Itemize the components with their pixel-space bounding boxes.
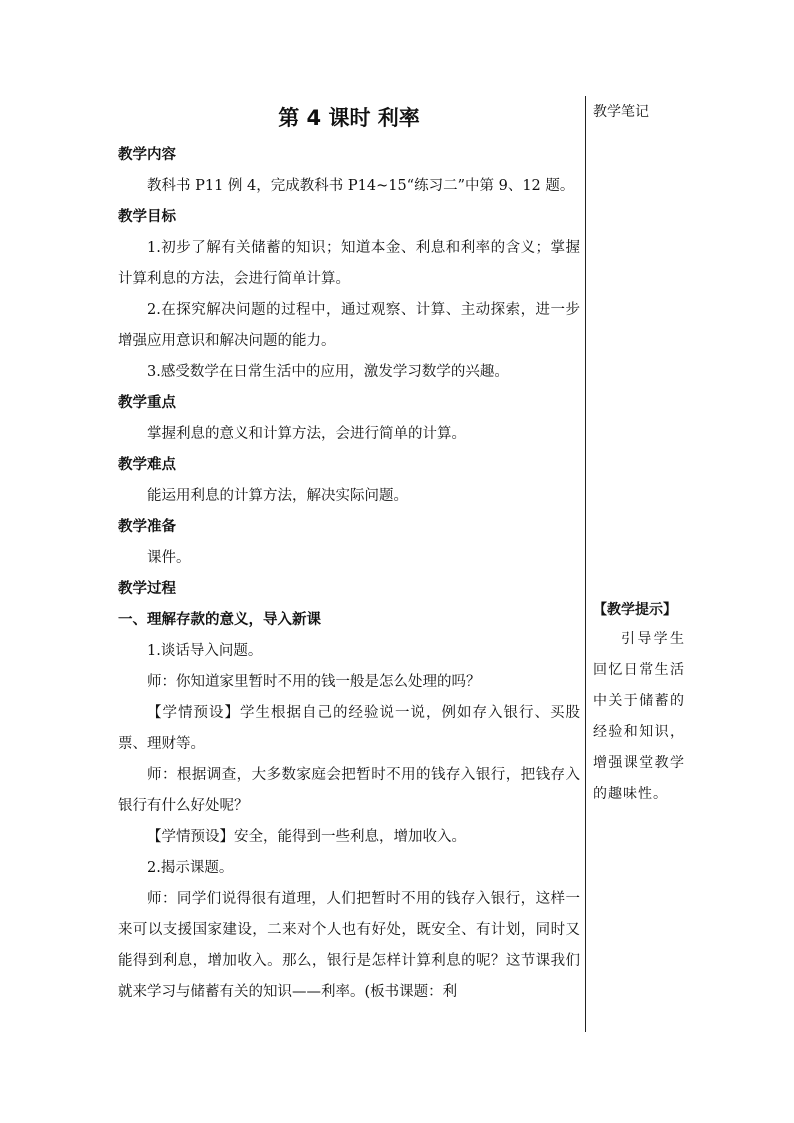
goal-item-2: 2.在探究解决问题的过程中，通过观察、计算、主动探索，进一步增强应用意识和解决问题的能力。 [118, 302, 580, 349]
process-paragraph: 1.谈话导入问题。 [147, 643, 263, 659]
difficulties-heading: 教学难点 [118, 457, 176, 473]
process-paragraph: 师：你知道家里暂时不用的钱一般是怎么处理的吗？ [147, 674, 481, 690]
process-subheading: 一、理解存款的意义，导入新课 [118, 612, 321, 628]
process-paragraph: 【学情预设】学生根据自己的经验说一说，例如存入银行、买股票、理财等。 [118, 705, 580, 752]
preparation-heading: 教学准备 [118, 519, 176, 535]
teaching-tips-box [593, 596, 685, 810]
page-title: 第 4 课时 利率 [278, 106, 420, 130]
goals-heading: 教学目标 [118, 209, 176, 225]
lesson-plan-body [118, 96, 580, 1008]
content-heading: 教学内容 [118, 147, 176, 163]
process-heading: 教学过程 [118, 581, 176, 597]
column-divider [585, 96, 586, 1032]
process-paragraph: 2.揭示课题。 [147, 860, 234, 876]
preparation-text: 课件。 [147, 550, 191, 566]
key-points-heading: 教学重点 [118, 395, 176, 411]
content-text: 教科书 P11 例 4，完成教科书 P14~15“练习二”中第 9、12 题。 [147, 178, 575, 194]
process-paragraph: 师：根据调查，大多数家庭会把暂时不用的钱存入银行，把钱存入银行有什么好处呢？ [118, 767, 580, 814]
difficulties-text: 能运用利息的计算方法，解决实际问题。 [147, 488, 408, 504]
process-paragraph: 【学情预设】安全，能得到一些利息，增加收入。 [147, 829, 466, 845]
teaching-tips-title: 【教学提示】 [593, 602, 677, 618]
teaching-tips-text: 引导学生回忆日常生活中关于储蓄的经验和知识，增强课堂教学的趣味性。 [593, 631, 685, 802]
teaching-notes-label: 教学笔记 [593, 104, 649, 120]
goal-item-1: 1.初步了解有关储蓄的知识；知道本金、利息和利率的含义；掌握计算利息的方法，会进行简单计算。 [118, 240, 580, 287]
key-points-text: 掌握利息的意义和计算方法，会进行简单的计算。 [147, 426, 466, 442]
process-paragraph: 师：同学们说得很有道理，人们把暂时不用的钱存入银行，这样一来可以支援国家建设，二来对个人也有好处，既安全、有计划，同时又能得到利息，增加收入。那么，银行是怎样计算利息的呢？这节课我们就来学习与储蓄有关的知识——利率。(板书课题：利 [118, 891, 580, 1000]
goal-item-3: 3.感受数学在日常生活中的应用，激发学习数学的兴趣。 [147, 364, 509, 380]
